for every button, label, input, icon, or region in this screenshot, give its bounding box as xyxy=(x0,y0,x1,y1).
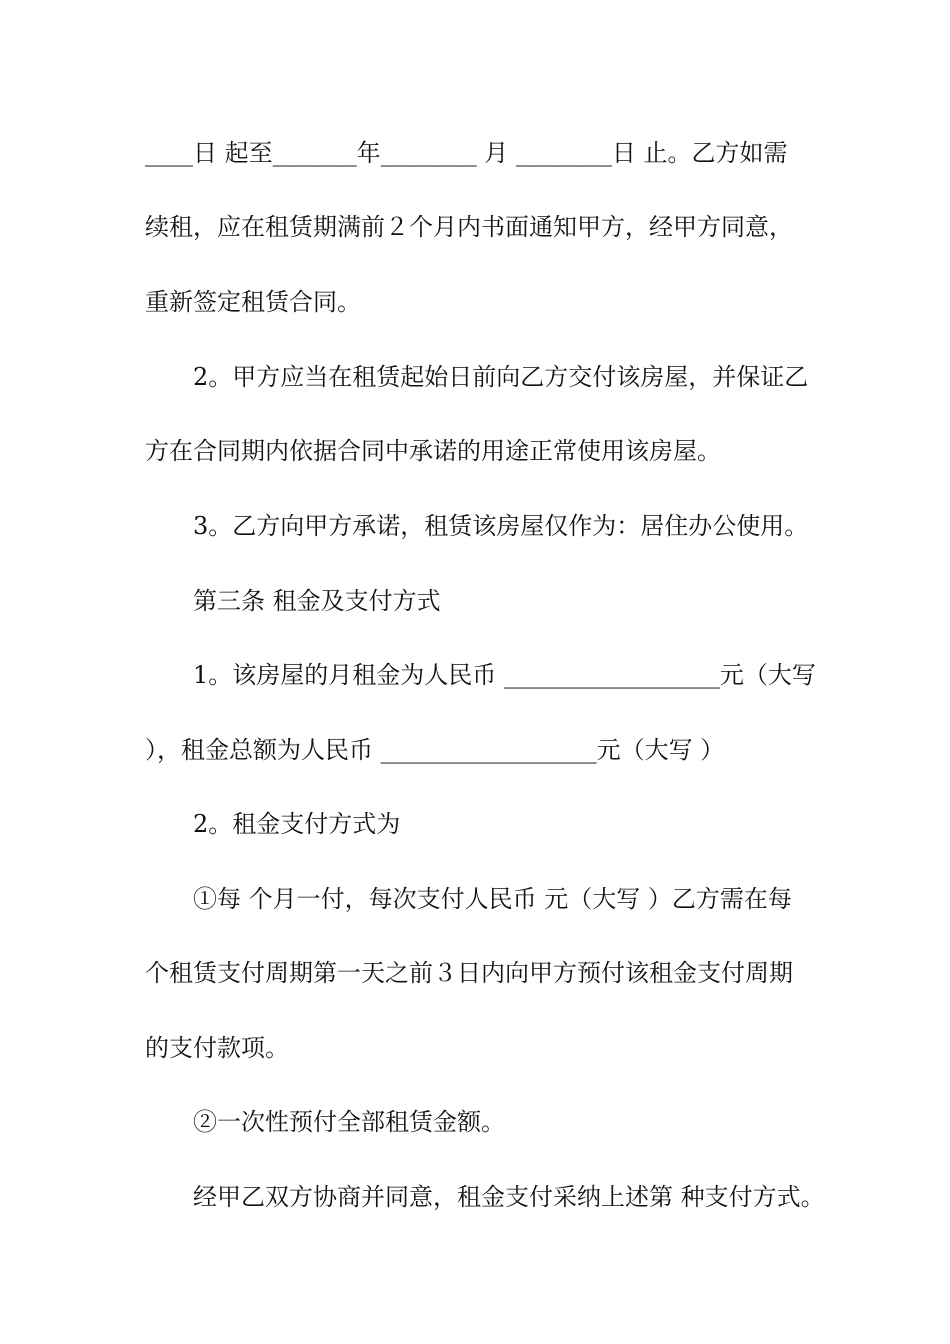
payment-option-1-line-3: 的支付款项。 xyxy=(145,1034,289,1062)
clause-3-line: 3。乙方向甲方承诺，租赁该房屋仅作为：居住办公使用。 xyxy=(193,512,809,540)
text-line-3: 重新签定租赁合同。 xyxy=(145,288,361,316)
article-3-heading: 第三条 租金及支付方式 xyxy=(193,587,441,615)
text-line-1: ____日 起至_______年________ 月 ________日 止。乙方如需 xyxy=(145,139,788,167)
payment-option-2-line: ②一次性预付全部租赁金额。 xyxy=(193,1108,505,1136)
payment-option-1-line-2: 个租赁支付周期第一天之前３日内向甲方预付该租金支付周期 xyxy=(145,959,793,987)
payment-option-1-line-1: ①每 个月一付，每次支付人民币 元（大写 ）乙方需在每 xyxy=(193,885,792,913)
rent-clause-1-line-2: ），租金总额为人民币 __________________元（大写 ） xyxy=(145,736,725,764)
payment-agreement-line: 经甲乙双方协商并同意，租金支付采纳上述第 种支付方式。 xyxy=(193,1183,825,1211)
text-line-2: 续租，应在租赁期满前２个月内书面通知甲方，经甲方同意， xyxy=(145,213,793,241)
rent-clause-2-line: 2。租金支付方式为 xyxy=(193,810,401,838)
clause-2-line-1: 2。甲方应当在租赁起始日前向乙方交付该房屋，并保证乙 xyxy=(193,363,809,391)
rent-clause-1-line-1: 1。该房屋的月租金为人民币 __________________元（大写 xyxy=(193,661,816,689)
clause-2-line-2: 方在合同期内依据合同中承诺的用途正常使用该房屋。 xyxy=(145,437,721,465)
